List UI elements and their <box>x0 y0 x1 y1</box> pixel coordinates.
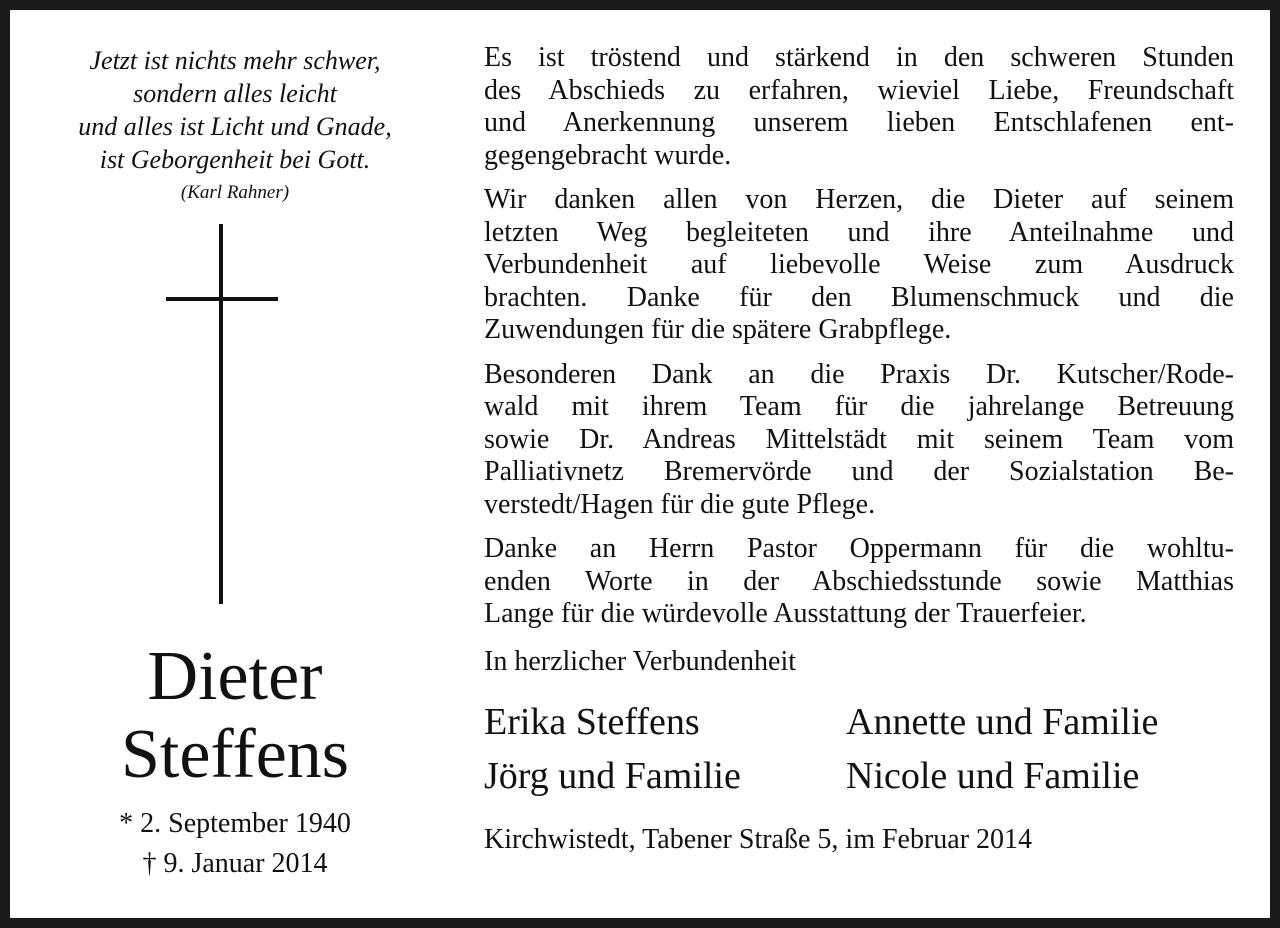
paragraph-line: letzten Weg begleiteten und ihre Anteilnahme und <box>484 216 1234 248</box>
paragraph-line: verstedt/Hagen für die gute Pflege. <box>484 488 876 520</box>
paragraph-thanks-all <box>484 184 1234 347</box>
quote-line: Jetzt ist nichts mehr schwer, <box>89 46 381 75</box>
obituary-card <box>10 10 1270 918</box>
left-column <box>10 10 460 918</box>
signers-grid <box>484 697 1234 801</box>
death-date: † 9. Januar 2014 <box>142 848 328 879</box>
cross-horizontal-bar <box>166 297 278 301</box>
paragraph-line: wald mit ihrem Team für die jahrelange Betreuung <box>484 391 1234 422</box>
paragraph-line: sowie Dr. Andreas Mittelstädt mit seinem Team vom <box>484 423 1234 455</box>
cross-vertical-bar <box>219 224 223 604</box>
quote-line: und alles ist Licht und Gnade, <box>78 112 392 141</box>
paragraph-thanks-doctors <box>484 359 1234 522</box>
paragraph-line: gegengebracht wurde. <box>484 139 732 171</box>
life-dates <box>30 804 440 884</box>
quote-block <box>30 44 440 208</box>
paragraph-thanks-intro <box>484 42 1234 172</box>
place-and-date: Kirchwistedt, Tabener Straße 5, im Februar 2014 <box>484 823 1033 855</box>
paragraph-line: Lange für die würdevolle Ausstattung der Trauerfeier. <box>484 598 1087 629</box>
closing-phrase: In herzlicher Verbundenheit <box>484 645 797 677</box>
paragraph-line: brachten. Danke für den Blumenschmuck und die <box>484 281 1234 313</box>
birth-date: * 2. September 1940 <box>119 808 351 839</box>
paragraph-thanks-pastor <box>484 533 1234 631</box>
paragraph-line: Besonderen Dank an die Praxis Dr. Kutscher/Rode- <box>484 358 1234 390</box>
paragraph-line: Palliativnetz Bremervörde und der Sozialstation Be- <box>484 456 1234 487</box>
signer-name: Jörg und Familie <box>484 754 741 797</box>
paragraph-line: Wir danken allen von Herzen, die Dieter auf seinem <box>484 184 1234 215</box>
paragraph-line: Zuwendungen für die spätere Grabpflege. <box>484 314 952 345</box>
quote-author: (Karl Rahner) <box>180 182 290 203</box>
signer-name: Nicole und Familie <box>846 754 1140 797</box>
paragraph-line: Verbundenheit auf liebevolle Weise zum Ausdruck <box>484 249 1234 280</box>
paragraph-line: des Abschieds zu erfahren, wieviel Liebe, Freundschaft <box>484 74 1234 106</box>
last-name: Steffens <box>120 716 350 793</box>
first-name: Dieter <box>147 638 323 715</box>
signer-name: Annette und Familie <box>846 700 1159 743</box>
quote-line: sondern alles leicht <box>133 79 337 108</box>
paragraph-line: Danke an Herrn Pastor Oppermann für die wohltu- <box>484 533 1234 564</box>
paragraph-line: Es ist tröstend und stärkend in den schweren Stunden <box>484 42 1234 73</box>
signer-name: Erika Steffens <box>484 700 700 743</box>
deceased-name <box>30 638 440 794</box>
paragraph-line: und Anerkennung unserem lieben Entschlafenen ent- <box>484 107 1234 138</box>
right-column <box>484 42 1234 857</box>
cross-icon <box>166 224 278 604</box>
quote-line: ist Geborgenheit bei Gott. <box>99 145 371 174</box>
paragraph-line: enden Worte in der Abschiedsstunde sowie Matthias <box>484 565 1234 597</box>
